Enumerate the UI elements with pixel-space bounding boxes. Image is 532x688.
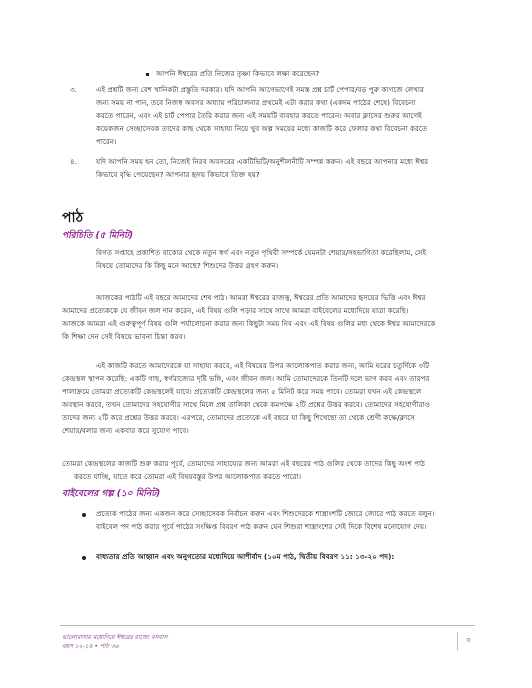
paragraph-line: কি শিক্ষা দেন সেই বিষয়ে ভাবনা চিন্তা করব।: [62, 332, 186, 341]
paragraph-line: আমাদের প্রত্যেককে যে জীবন জল দান করেন, এই বিষয় গুলি পড়ার সাথে সাথে আমরা বাইবেলের মধ্যেদিয়ে যাত্রা করেছি।: [62, 306, 409, 315]
list-item-3-line: কয়েকজন সেচ্ছাসেবক তাদের কাছ থেকে সাহায্য নিয়ে খুব অল্প সময়ের মধ্যে কাজটি করে ফেলার কথা বিবেচনা করতে: [96, 124, 428, 133]
paragraph-line: তোমরা কেন্দ্রস্থলের কাজটি শুরু করার পূর্বে, তোমাদের সাহায্যের জন্য আমরা এই বছরের পাঠ গুলির থেকে তাদের কিছু অংশ পাঠ: [62, 459, 425, 468]
list-number: ৪.: [70, 157, 77, 166]
paragraph-line: পালাক্রমে তোমরা প্রত্যেকটি কেন্দ্রস্থলেই যাবে। প্রত্যেকটি কেন্দ্রস্থলের জন্য ৫ মিনিট করে সময় পাবে। তোমরা যখন এই কেন্দ্রস্থলে: [62, 387, 422, 396]
square-bullet-icon: [146, 73, 149, 76]
paragraph-line: করতে যাচ্ছি, যাতে করে তোমরা এই বিষয়বস্তুর উপর আলোকপাত করতে পারো।: [74, 472, 302, 481]
bullet-text: বাইবেল পদ পাঠ করার পূর্বে পাঠের সংক্ষিপ্ত বিবরণ পাঠ করুন যেন শিশুরা শাস্ত্রাংশের সেই দিকে বিশেষ মনোযোগ দেয়।: [96, 522, 427, 531]
paragraph-line: আজকের পাঠটি এই বছরে আমাদের শেষ পাঠ। আমরা ঈশ্বরের রাজত্ব, ঈশ্বরের প্রতি আমাদের হৃদয়ের ভিত্তি এবং ঈশ্বর: [96, 293, 426, 302]
footer-divider: [60, 625, 475, 626]
paragraph-line: তাদের জন্য ২টি করে প্রশ্নের উত্তর করবে। এরপরে, তোমাদের প্রত্যেকে এই বছরে যা কিছু শিখেছো তা থেকে শ্রেণী কক্ষে/ক্লাসে: [62, 413, 415, 422]
paragraph-line: কেন্দ্রস্থল স্থাপন করেছি: একটি গাছ, স্বর্গরাজ্যের দৃষ্টি ভঙ্গি, এবং জীবন জল। আমি তোমাদেরকে তিনটি দলে ভাগ করব এবং তারপর: [62, 374, 430, 383]
paragraph-line: আজকে আমরা এই গুরুত্বপূর্ণ বিষয় গুলি পর্যালোচনা করার জন্য কিছুটা সময় নিব এবং এই বিষয় গুলির মধ্য থেকে ঈশ্বর আমাদেরকে: [62, 319, 436, 328]
list-item-3-line: পারেন।: [96, 137, 117, 146]
footer-title: [62, 633, 167, 651]
bullet-icon: [82, 556, 86, 560]
list-item-3-line: জন্য সময় না পান, তবে নিজস্ব অবসর অধ্যায় পরিচালনার প্রথমেই এটা করার কথা (একদম পাঠের শেষে) বিবেচনা: [96, 98, 416, 107]
paragraph-line: অবস্থান করবে, তখন তোমাদের সহযোগীর সাথে মিলে প্রশ্ন তালিকা থেকে কমপক্ষে ২টি প্রশ্নের উত্তর করবে। তোমাদের সহযোগীরাও: [62, 400, 430, 409]
section-heading: পাঠ: [62, 210, 84, 226]
subsection-heading: বাইবেলের গল্প (১০ মিনিট): [62, 489, 161, 499]
footer-divider-vertical: [457, 632, 458, 650]
paragraph-line: শেয়ার/বলার জন্য একবার করে সুযোগ পাবে।: [62, 426, 189, 435]
bullet-text: প্রত্যেক পাঠের জন্য একজন করে সেচ্ছাসেবক নির্বাচন করুন এবং শিশুদেরকে শাস্ত্রাংশটি জোরে জোরে পাঠ করতে বলুন।: [96, 509, 435, 518]
paragraph-line: এই কাজটি করতে আমাদেরকে যা সাহায্য করবে, এই বিষয়ের উপর আলোকপাত করার জন্য, আমি ঘরের চতুর্দিকে ৩টি: [96, 361, 430, 370]
list-item-4-line: কিভাবে বৃদ্ধি পেয়েছেন? আপনার হৃদয় কিভাবে তিক্ত হয়?: [96, 170, 260, 179]
bullet-icon: [82, 513, 86, 517]
list-number: ৩.: [70, 85, 77, 94]
bullet-text: বাধ্যতার প্রতি আহ্বান এবং অনুগত্যের মধ্যেদিয়ে আশীর্বাদ (১০ম পাঠ, দ্বিতীয় বিবরণ ১১: ১৩-২০ পদ):: [96, 552, 395, 561]
paragraph-line: বিষয়ে তোমাদের কি কিছু মনে আছে? শিশুদের উত্তর গ্রহণ করুন।: [96, 261, 279, 270]
bullet-text: আপনি ঈশ্বরের প্রতি নিজের তৃষ্ণা কিভাবে লক্ষ্য করেছেন?: [156, 69, 320, 78]
subsection-heading: পরিচিতি (৫ মিনিট): [62, 231, 134, 241]
page-number: ৩: [466, 636, 471, 644]
footer-line: বয়স ১২-১৪ • পাঠ ৩৬: [62, 643, 119, 650]
list-item-3-line: এই প্রশ্নটি জন্য বেশ খানিকটা প্রস্তুতি দরকার। যদি আপনি আগেভাগেই সমস্ত প্রশ্ন চার্ট পেপার/বড় পুরু কাগজে লেখার: [96, 85, 424, 94]
list-item-4-line: যদি আপনি সময় হন তো, নিজেই নিরব অবসরের একটিভিটি/অনুশীলনীটি সম্পন্ন করুন। এই বছরে আপনার মধ্যে ঈশ্বর: [96, 157, 429, 166]
footer-line: ভালোবাসার মধ্যেদিয়ে ঈশ্বরের রাজ্যে বসবাস: [62, 634, 168, 641]
paragraph-line: বিগত সপ্তাহে প্রকাশিত বাক্যের থেকে নতুন স্বর্গ এবং নতুন পৃথিবী সম্পর্কে যেমনটা শেয়ার/সহভাগিতা করেছিলাম, সেই: [96, 248, 427, 257]
list-item-3-line: করতে পারেন, এবং এই চার্ট পেপার তৈরি করার জন্য এই সময়টি ব্যবহার করতে পারেন। অবার ক্লাসের শুরুর আগেই: [96, 111, 422, 120]
